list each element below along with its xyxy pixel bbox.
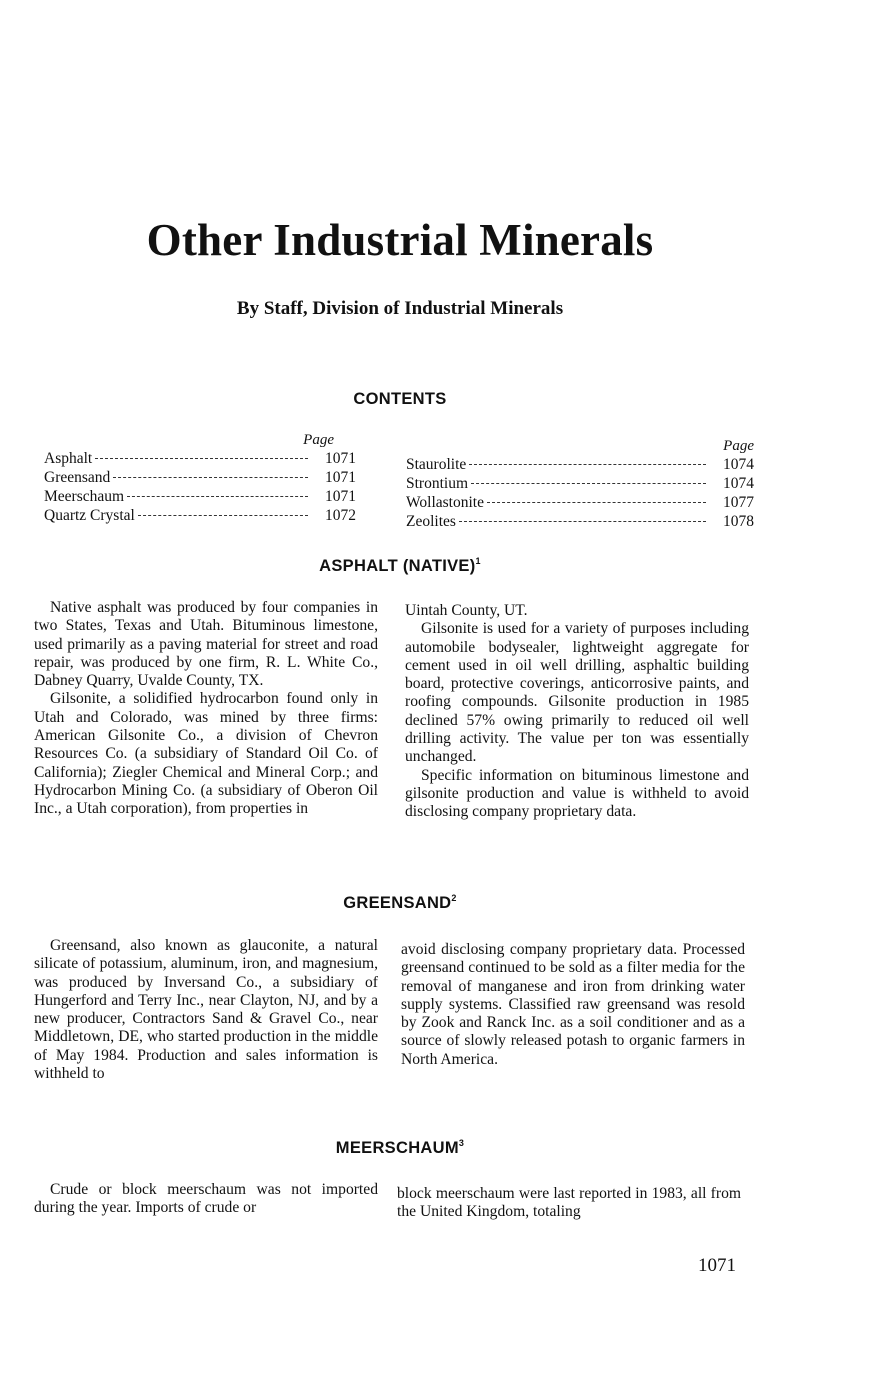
toc-entry-label: Quartz Crystal — [44, 507, 135, 524]
meerschaum-right-column — [397, 1185, 741, 1222]
toc-entry-page: 1071 — [325, 488, 356, 505]
toc-entry-label: Staurolite — [406, 456, 467, 473]
toc-leader — [95, 458, 308, 459]
greensand-left-column — [34, 937, 378, 1083]
page-number: 1071 — [698, 1255, 736, 1276]
toc-leader — [138, 515, 308, 516]
toc-entry[interactable] — [44, 469, 356, 488]
paragraph-continuation: block meerschaum were last reported in 1983, all from the United Kingdom, totaling — [397, 1185, 741, 1221]
toc-entry[interactable] — [44, 507, 356, 526]
paragraph: Specific information on bituminous limestone and gilsonite production and value is withheld to avoid disclosing company proprietary data. — [405, 766, 749, 821]
greensand-right-column — [401, 941, 745, 1069]
toc-entry[interactable] — [406, 456, 754, 475]
toc-entry-page: 1074 — [723, 475, 754, 492]
footnote-marker: 3 — [458, 1138, 465, 1148]
toc-entry-label: Strontium — [406, 475, 469, 492]
toc-entry-page: 1077 — [723, 494, 754, 511]
toc-leader — [469, 464, 706, 465]
toc-leader — [459, 521, 706, 522]
paragraph: Gilsonite, a solidified hydrocarbon found only in Utah and Colorado, was mined by three firms: American Gilsonite Co., a division of Chevron Resources Co. (a subsidiary of Standard Oil Co. of California); Ziegler Chemical and Mineral Corp.; and Hydrocarbon Mining Co. (a subsidiary of Oberon Oil Inc., a Utah corporation), from properties in — [34, 690, 378, 818]
toc-entry-page: 1071 — [325, 450, 356, 467]
toc-entry[interactable] — [406, 494, 754, 513]
contents-list-right — [406, 438, 754, 532]
paragraph: Greensand, also known as glauconite, a natural silicate of potassium, aluminum, iron, and magnesium, was produced by Inversand Co., a subsidiary of Hungerford and Terry Inc., near Clayton, NJ, and by a new producer, Contractors Sand & Gravel Co., near Middletown, DE, who started production in the middle of May 1984. Production and sales information is withheld to — [34, 937, 378, 1083]
toc-entry-page: 1072 — [325, 507, 356, 524]
footnote-marker: 1 — [475, 556, 481, 566]
toc-leader — [471, 483, 706, 484]
toc-entry[interactable] — [406, 475, 754, 494]
toc-entry-label: Wollastonite — [406, 494, 484, 511]
footnote-marker: 2 — [451, 893, 457, 903]
toc-entry[interactable] — [44, 488, 356, 507]
paragraph: Gilsonite is used for a variety of purposes including automobile bodysealer, lightweight aggregate for cement used in oil well drilling, asphaltic building board, protective coverings, anticorrosive paints, and roofing compounds. Gilsonite production in 1985 declined 57% owing primarily to reduced oil well drilling activity. The value per ton was essentially unchanged. — [405, 620, 749, 766]
toc-entry-page: 1074 — [723, 456, 754, 473]
toc-entry-label: Zeolites — [406, 513, 456, 530]
toc-entry-page: 1071 — [325, 469, 356, 486]
author-byline: By Staff, Division of Industrial Minerals — [236, 298, 564, 319]
contents-list-left — [44, 432, 356, 526]
meerschaum-heading — [0, 1138, 800, 1158]
meerschaum-left-column — [34, 1181, 378, 1218]
toc-entry-page: 1078 — [723, 513, 754, 530]
toc-leader — [127, 496, 308, 497]
paragraph-continuation: avoid disclosing company proprietary data. Processed greensand continued to be sold as a filter media for the removal of manganese and iron from drinking water supply systems. Classified raw greensand was resold by Zook and Ranck Inc. as a soil conditioner and as a source of slowly released potash to organic farmers in North America. — [401, 941, 745, 1068]
paragraph: Crude or block meerschaum was not imported during the year. Imports of crude or — [34, 1181, 378, 1217]
section-heading-text: ASPHALT (NATIVE) — [319, 557, 476, 575]
toc-leader — [487, 502, 706, 503]
greensand-heading — [0, 893, 800, 913]
section-heading-text: MEERSCHAUM — [335, 1139, 459, 1157]
asphalt-right-column — [405, 602, 749, 822]
contents-heading: CONTENTS — [353, 390, 447, 408]
toc-leader — [113, 477, 308, 478]
toc-entry-label: Asphalt — [44, 450, 93, 467]
paragraph: Native asphalt was produced by four companies in two States, Texas and Utah. Bituminous limestone, used primarily as a paving material for street and road repair, was produced by one firm, R. L. White Co., Dabney Quarry, Uvalde County, TX. — [34, 599, 378, 690]
toc-entry[interactable] — [44, 450, 356, 469]
toc-page-label: Page — [723, 438, 754, 454]
toc-entry-label: Meerschaum — [44, 488, 125, 505]
paragraph-continuation: Uintah County, UT. — [405, 602, 528, 619]
toc-entry-label: Greensand — [44, 469, 111, 486]
toc-page-label: Page — [303, 432, 334, 448]
asphalt-heading — [0, 556, 800, 576]
asphalt-left-column — [34, 599, 378, 819]
section-heading-text: GREENSAND — [343, 894, 452, 912]
page-title: Other Industrial Minerals — [146, 215, 654, 265]
toc-entry[interactable] — [406, 513, 754, 532]
